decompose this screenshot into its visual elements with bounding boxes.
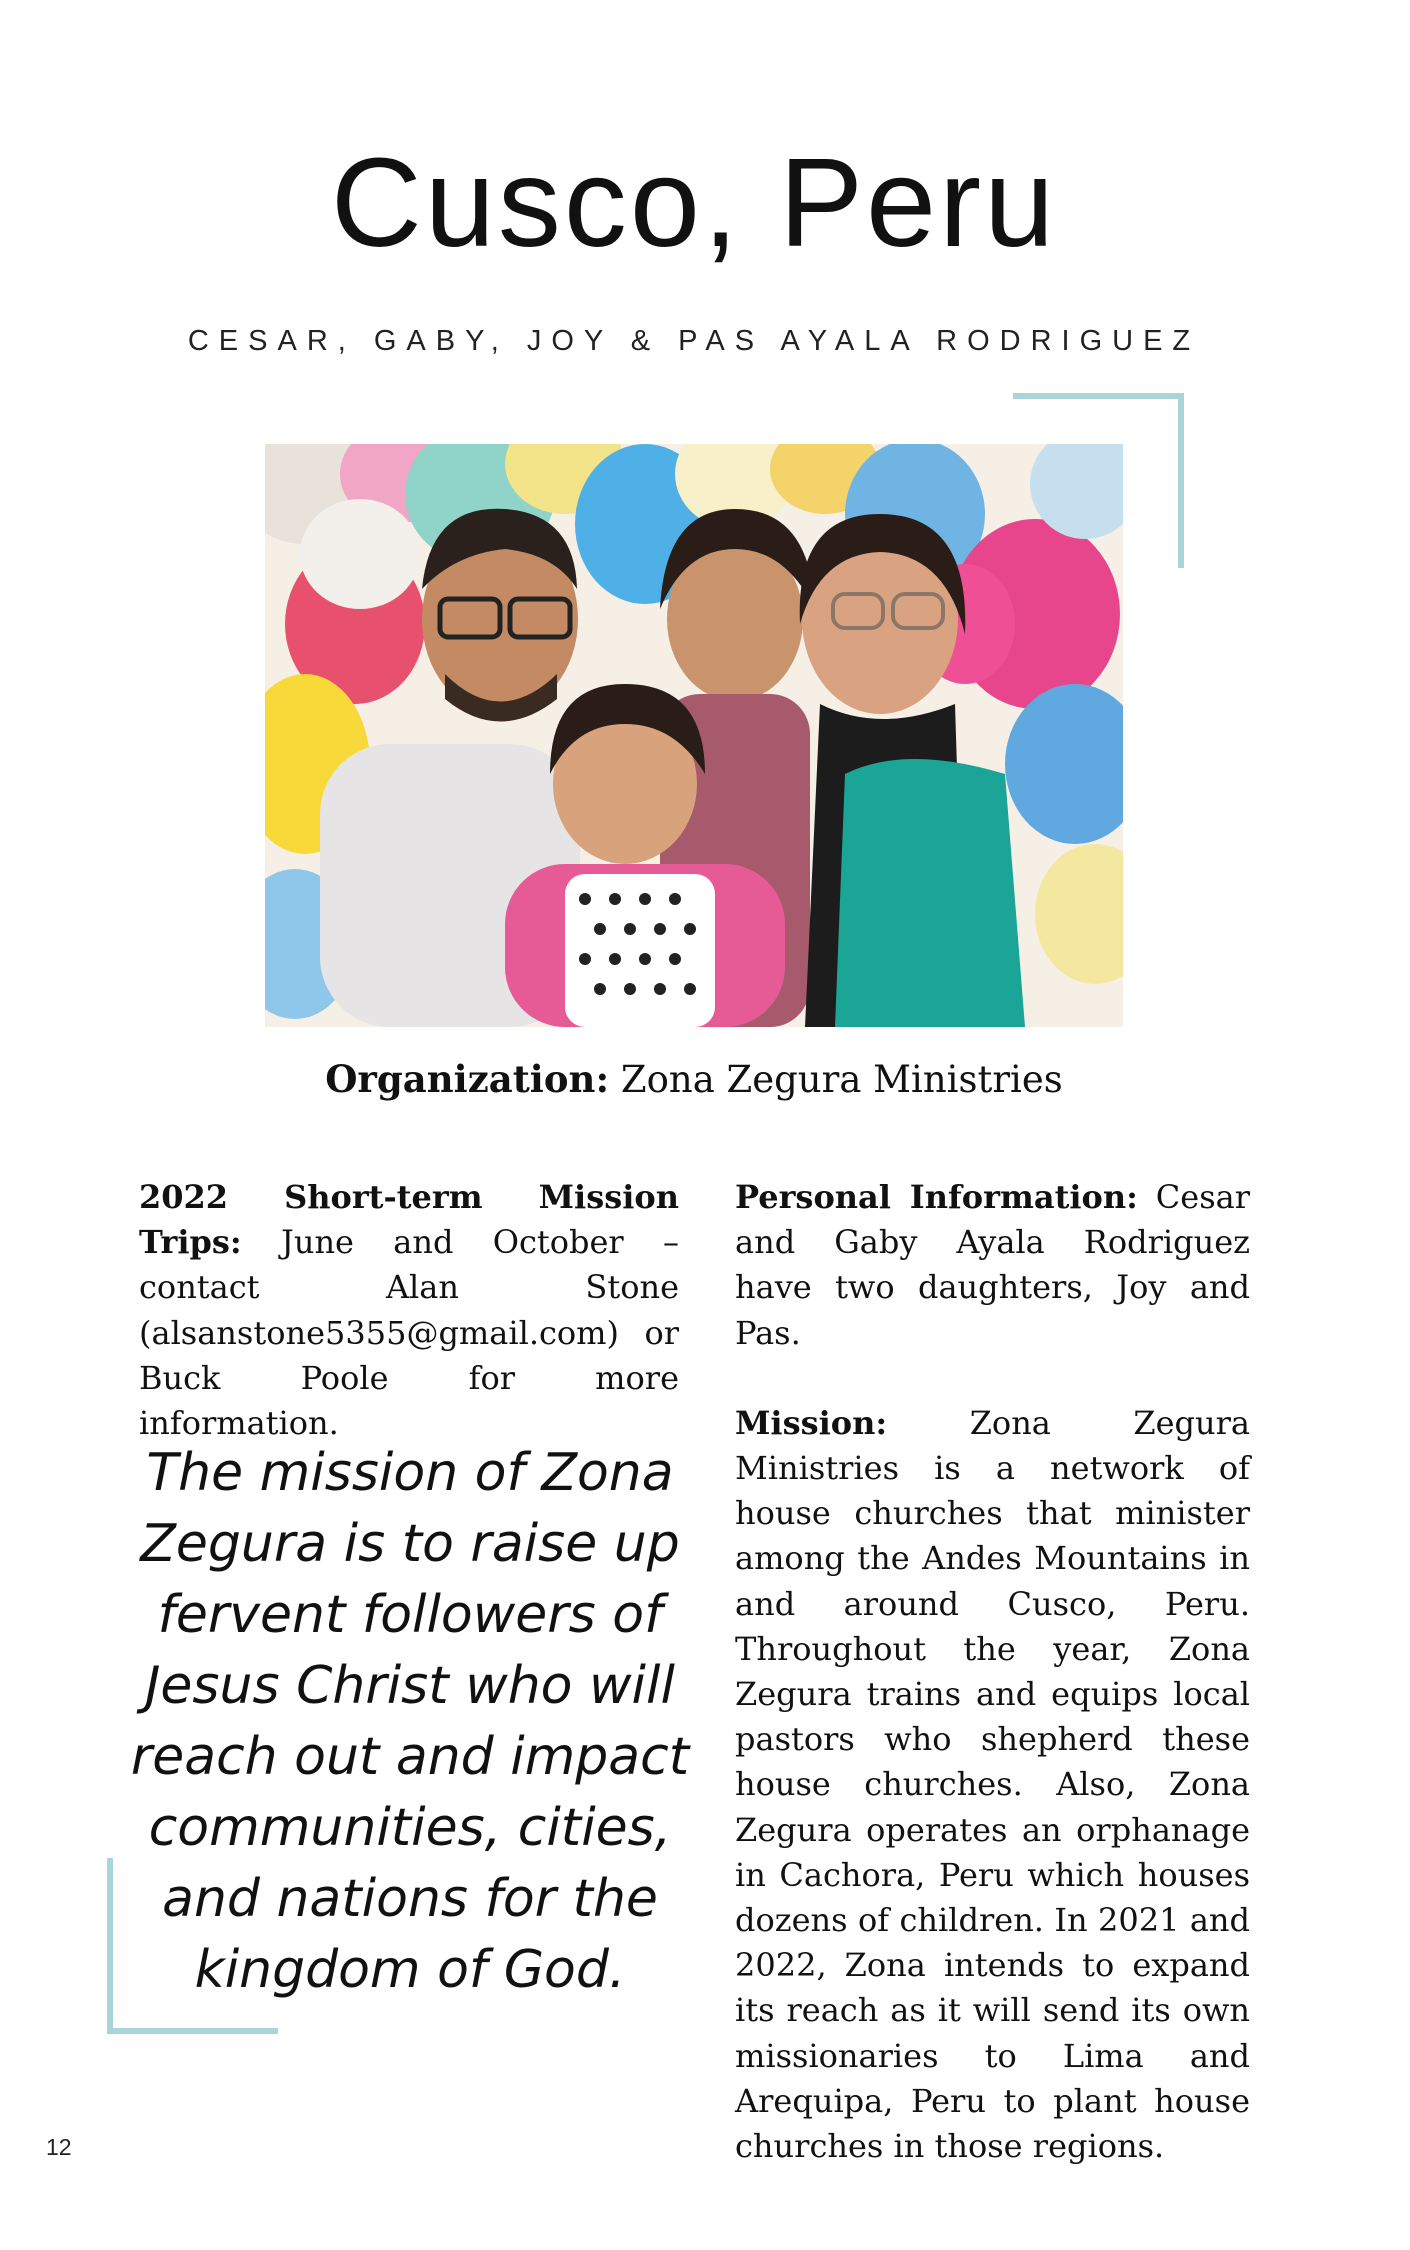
family-names-subtitle: CESAR, GABY, JOY & PAS AYALA RODRIGUEZ [187, 325, 1201, 357]
info-column [735, 1175, 1250, 2169]
personal-label: Personal Information: [735, 1178, 1138, 1216]
organization-value: Zona Zegura Ministries [620, 1058, 1063, 1101]
trips-text: June and October – contact Alan Stone (alsanstone5355@gmail.com) or Buck Poole for more information. [139, 1223, 680, 1443]
mission-quote: The mission of Zona Zegura is to raise up fervent followers of Jesus Christ who will reach out and impact communities, cities, and nations for the kingdom of God. [130, 1443, 690, 2000]
family-photo-illustration [265, 444, 1123, 1027]
family-photo [265, 444, 1123, 1027]
page-number: 12 [46, 2134, 72, 2160]
organization-label: Organization: [325, 1057, 610, 1101]
page-title: Cusco, Peru [330, 132, 1058, 273]
mission-paragraph [735, 1401, 1250, 2169]
trips-paragraph [139, 1175, 679, 1446]
trips-column [139, 1175, 679, 1446]
mission-text: Zona Zegura Ministries is a network of house churches that minister among the Andes Mountains in and around Cusco, Peru. Throughout the year, Zona Zegura trains and equips local pastors who shepherd these house churches. Also, Zona Zegura operates an orphanage in Cachora, Peru which houses dozens of children. In 2021 and 2022, Zona intends to expand its reach as it will send its own missionaries to Lima and Arequipa, Peru to plant house churches in those regions. [735, 1403, 1251, 2166]
personal-text: Cesar and Gaby Ayala Rodriguez have two daughters, Joy and Pas. [735, 1178, 1250, 1352]
mission-label: Mission: [735, 1403, 888, 1442]
trips-label: 2022 Short-term Mission Trips: [139, 1178, 679, 1262]
decorative-bracket-bottom-left [107, 1858, 278, 2034]
personal-paragraph [735, 1175, 1250, 1356]
organization-line [0, 1057, 1388, 1102]
